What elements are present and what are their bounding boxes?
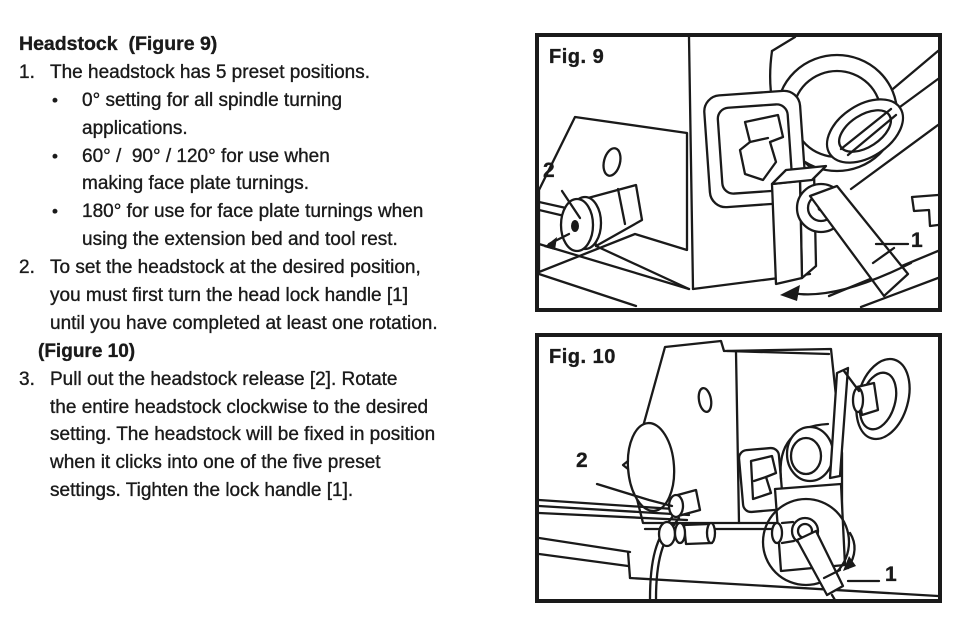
text: until you have completed at least one rotation. — [50, 312, 438, 334]
figure-10 — [535, 333, 942, 603]
text-line — [0, 254, 530, 282]
callout-1: 1 — [911, 229, 923, 252]
text: 180° for use for face plate turnings when — [82, 201, 424, 223]
text: settings. Tighten the lock handle [1]. — [50, 480, 354, 502]
list-number: 1. — [19, 61, 35, 83]
text: Pull out the headstock release [2]. Rotate — [50, 368, 398, 390]
figure-9 — [535, 33, 942, 312]
text: the entire headstock clockwise to the desired — [50, 396, 429, 418]
bullet-icon: • — [52, 146, 58, 166]
figure-label: Fig. 9 — [549, 46, 605, 68]
text: using the extension bed and tool rest. — [82, 229, 398, 251]
callout-2: 2 — [543, 159, 555, 182]
text: 60° / 90° / 120° for use when — [82, 145, 330, 167]
bullet-icon: • — [52, 90, 58, 110]
list-number: 3. — [19, 368, 35, 390]
text-line — [0, 366, 530, 394]
text-line — [0, 449, 530, 477]
text-line — [0, 59, 530, 87]
fig9-line-art — [539, 37, 938, 308]
text-line — [0, 421, 530, 449]
text-line — [0, 115, 530, 143]
text-line — [0, 170, 530, 198]
text: 0° setting for all spindle turning — [82, 89, 343, 111]
text: The headstock has 5 preset positions. — [50, 61, 371, 83]
text-column — [0, 31, 530, 505]
text-line — [0, 87, 530, 115]
text: you must first turn the head lock handle [1] — [50, 285, 409, 307]
bullet-icon: • — [52, 202, 58, 222]
section-heading — [0, 31, 530, 59]
text: when it clicks into one of the five preset — [50, 452, 381, 474]
text: Headstock (Figure 9) — [19, 33, 218, 55]
text-line — [0, 310, 530, 338]
text: setting. The headstock will be fixed in position — [50, 424, 436, 446]
list-number: 2. — [19, 257, 35, 279]
text: (Figure 10) — [38, 340, 136, 362]
text-line — [0, 226, 530, 254]
callout-2: 2 — [576, 449, 588, 472]
text-line — [0, 477, 530, 505]
text: making face plate turnings. — [82, 173, 310, 195]
text-line — [0, 394, 530, 422]
text: applications. — [82, 117, 188, 139]
fig10-line-art — [539, 337, 938, 599]
text-line — [0, 198, 530, 226]
text-line — [0, 338, 530, 366]
callout-1: 1 — [885, 563, 897, 586]
figure-label: Fig. 10 — [549, 346, 616, 368]
text-line — [0, 282, 530, 310]
text: To set the headstock at the desired position, — [50, 257, 421, 279]
text-line — [0, 143, 530, 171]
